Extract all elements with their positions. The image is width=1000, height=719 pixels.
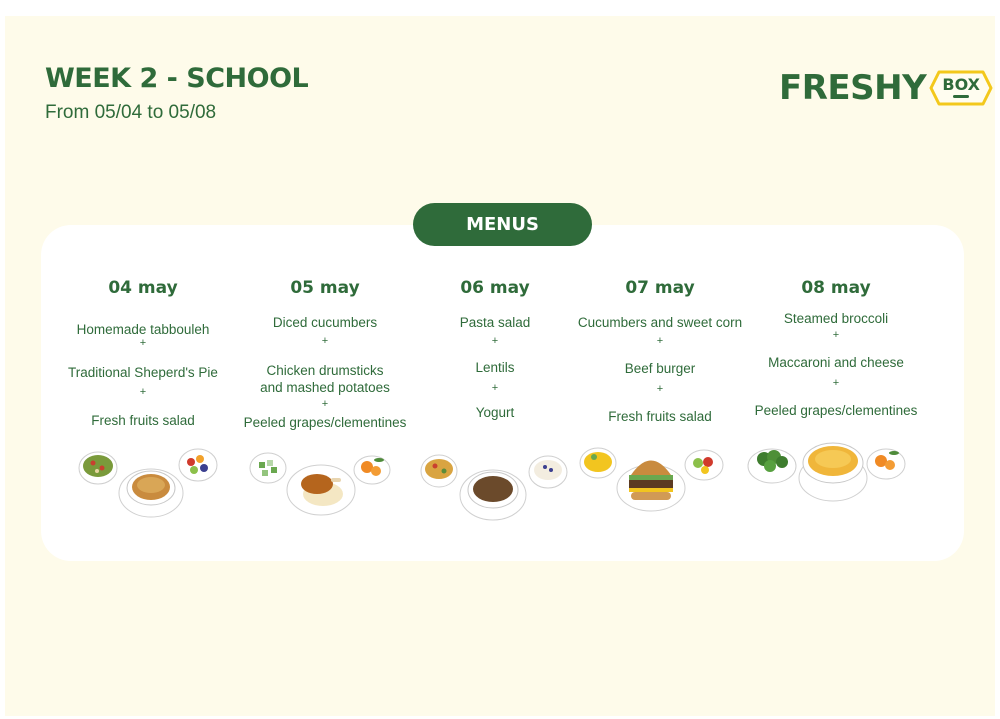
page-title: WEEK 2 - SCHOOL (45, 63, 309, 94)
day-date: 05 may (290, 278, 360, 298)
plus-separator: + (656, 383, 664, 395)
menu-item-line: Chicken drumsticks (266, 363, 384, 378)
plus-separator: + (832, 329, 840, 341)
menu-item: Diced cucumbers (272, 315, 378, 330)
macaroni-cheese-bowl-icon (799, 443, 867, 501)
menu-item: Homemade tabbouleh (76, 322, 210, 337)
menu-item: Traditional Sheperd's Pie (68, 365, 218, 380)
plus-separator: + (656, 335, 664, 347)
clementines-bowl-icon (354, 456, 390, 484)
plus-separator: + (321, 335, 329, 347)
shepherds-pie-dish-icon (119, 469, 183, 517)
beef-burger-plate-icon (617, 461, 685, 512)
menu-item: Peeled grapes/clementines (243, 415, 407, 430)
lentils-bowl-icon (460, 470, 526, 520)
day-date: 06 may (460, 278, 530, 298)
plus-separator: + (491, 335, 499, 347)
fruit-salad-bowl-icon (179, 449, 217, 481)
menu-item: Cucumbers and sweet corn (577, 315, 743, 330)
menu-item: Fresh fruits salad (608, 409, 712, 424)
day-date: 07 may (625, 278, 695, 298)
logo-word: FRESHY (779, 68, 927, 108)
sweet-corn-bowl-icon (580, 448, 616, 478)
broccoli-bowl-icon (748, 449, 796, 483)
day-date: 04 may (108, 278, 178, 298)
date-range: From 05/04 to 05/08 (45, 102, 217, 123)
plus-separator: + (491, 382, 499, 394)
menu-item: Peeled grapes/clementines (754, 403, 918, 418)
day-date: 08 may (801, 278, 871, 298)
tabbouleh-bowl-icon (79, 452, 117, 484)
menu-sheet (5, 16, 995, 716)
menu-item: Yogurt (475, 405, 515, 420)
plus-separator: + (139, 386, 147, 398)
logo-box-word: BOX (942, 75, 980, 94)
kiwi-strawberry-bowl-icon (685, 450, 723, 480)
dish-illustrations (5, 16, 995, 716)
menu-item-line: and mashed potatoes (260, 380, 390, 395)
yogurt-bowl-icon (529, 456, 567, 488)
menu-item: Beef burger (624, 361, 696, 376)
menu-item: Steamed broccoli (783, 311, 889, 326)
pasta-salad-bowl-icon (421, 455, 457, 487)
plus-separator: + (321, 398, 329, 410)
menus-heading: MENUS (413, 203, 592, 246)
plus-separator: + (832, 377, 840, 389)
chicken-drumstick-plate-icon (287, 465, 355, 515)
clementines-bowl-icon (867, 449, 905, 479)
menu-item: Pasta salad (459, 315, 531, 330)
menu-item: Maccaroni and cheese (768, 355, 904, 370)
menu-item: Fresh fruits salad (91, 413, 195, 428)
menu-item: Lentils (475, 360, 515, 375)
plus-separator: + (139, 337, 147, 349)
diced-cucumbers-bowl-icon (250, 453, 286, 483)
